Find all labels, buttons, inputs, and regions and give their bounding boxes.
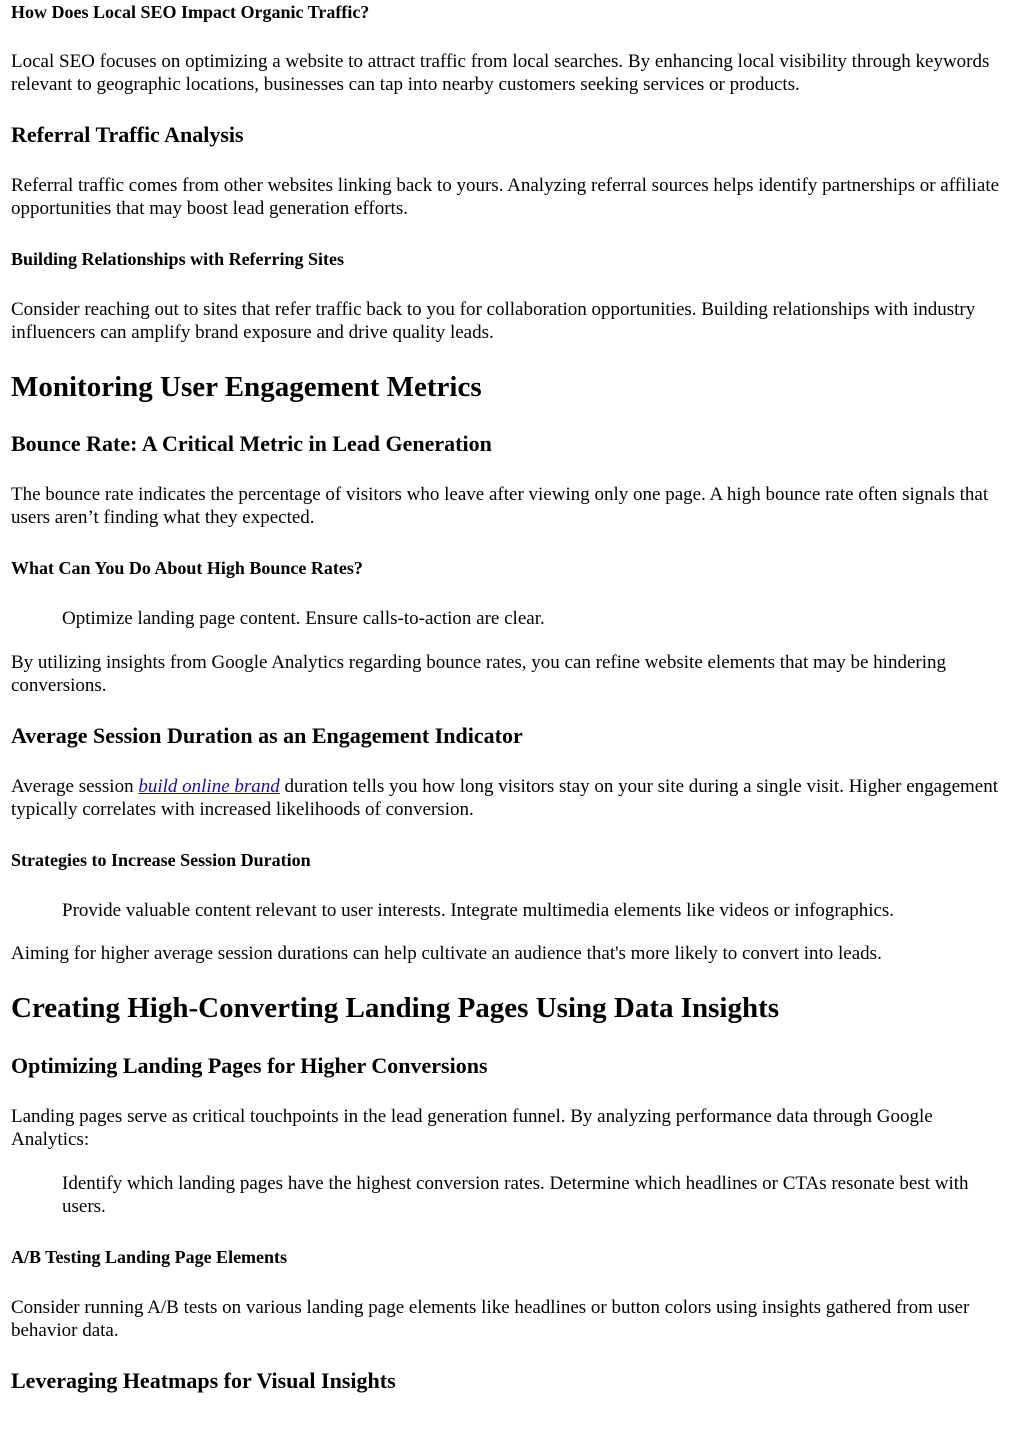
heading-building-relationships: Building Relationships with Referring Sites [11, 249, 345, 269]
heading-landing-pages: Creating High-Converting Landing Pages Using Data Insights [11, 992, 780, 1024]
heading-session-duration: Average Session Duration as an Engagement Indicator [11, 723, 523, 748]
build-online-brand-link[interactable]: build online brand [138, 776, 280, 797]
session-text-after: duration tells you how long visitors stay on your site during a single visit. Higher engagement typically correlates with increased likelihoods of conversion. [11, 776, 999, 820]
heading-local-seo: How Does Local SEO Impact Organic Traffic? [11, 2, 370, 22]
paragraph-referral-traffic: Referral traffic comes from other websites linking back to yours. Analyzing referral sources helps identify partnerships or affiliate opportunities that may boost lead generation efforts. [11, 175, 1000, 219]
list-item-strategies: Provide valuable content relevant to user interests. Integrate multimedia elements like videos or infographics. [62, 900, 895, 921]
paragraph-utilizing-insights: By utilizing insights from Google Analytics regarding bounce rates, you can refine website elements that may be hindering conversions. [11, 652, 946, 696]
heading-referral-traffic: Referral Traffic Analysis [11, 122, 244, 147]
heading-strategies-session: Strategies to Increase Session Duration [11, 850, 311, 870]
paragraph-building-relationships: Consider reaching out to sites that refer traffic back to you for collaboration opportunities. Building relationships with industry influencers can amplify brand exposure and drive quality leads. [11, 299, 976, 343]
heading-ab-testing: A/B Testing Landing Page Elements [11, 1247, 288, 1267]
session-text-before: Average session [11, 776, 139, 797]
heading-high-bounce: What Can You Do About High Bounce Rates? [11, 558, 363, 578]
paragraph-session-duration [11, 775, 1013, 821]
heading-bounce-rate: Bounce Rate: A Critical Metric in Lead Generation [11, 431, 492, 456]
paragraph-local-seo: Local SEO focuses on optimizing a website to attract traffic from local searches. By enhancing local visibility through keywords relevant to geographic locations, businesses can tap into nearby customers seeking services or products. [11, 51, 990, 95]
paragraph-bounce-rate: The bounce rate indicates the percentage of visitors who leave after viewing only one page. A high bounce rate often signals that users aren’t finding what they expected. [11, 484, 989, 528]
heading-monitoring-engagement: Monitoring User Engagement Metrics [11, 371, 482, 403]
list-item-identify: Identify which landing pages have the highest conversion rates. Determine which headlines or CTAs resonate best with users. [62, 1173, 969, 1217]
paragraph-ab-testing: Consider running A/B tests on various landing page elements like headlines or button colors using insights gathered from user behavior data. [11, 1297, 970, 1341]
paragraph-aiming: Aiming for higher average session durations can help cultivate an audience that's more likely to convert into leads. [11, 943, 882, 964]
heading-heatmaps: Leveraging Heatmaps for Visual Insights [11, 1368, 396, 1393]
paragraph-landing-pages: Landing pages serve as critical touchpoints in the lead generation funnel. By analyzing performance data through Google Analytics: [11, 1106, 933, 1150]
list-item-bounce-tips: Optimize landing page content. Ensure calls-to-action are clear. [62, 608, 545, 629]
heading-optimizing-landing: Optimizing Landing Pages for Higher Conversions [11, 1053, 488, 1078]
